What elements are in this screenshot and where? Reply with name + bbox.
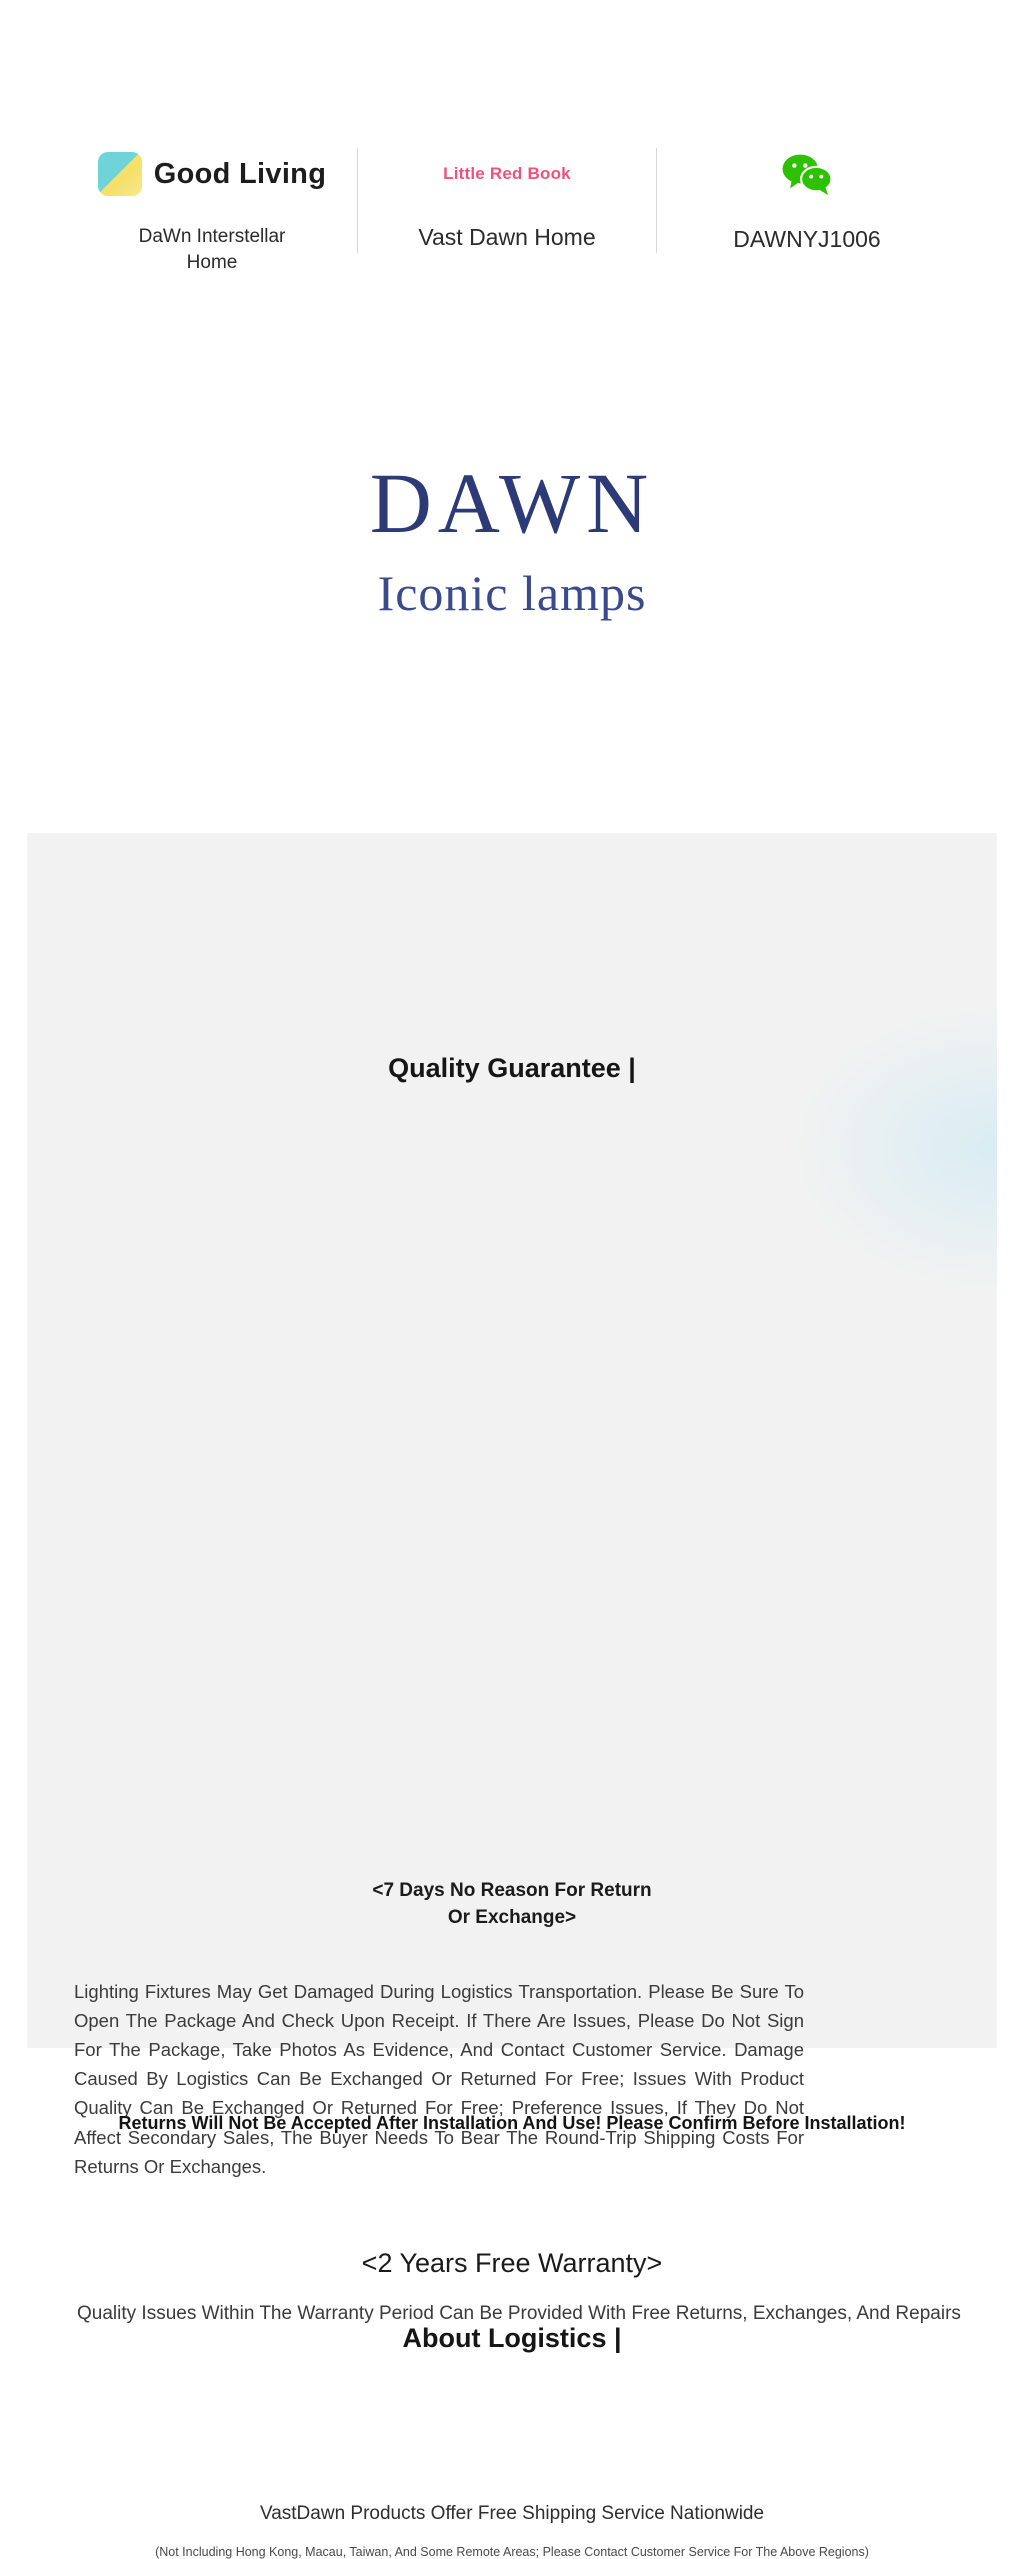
social-column-little-red-book[interactable] <box>357 148 657 253</box>
good-living-label: Good Living <box>153 157 327 190</box>
quality-guarantee-heading: Quality Guarantee | <box>388 1053 636 1083</box>
installation-note: Returns Will Not Be Accepted After Installation And Use! Please Confirm Before Installation! <box>118 2113 906 2133</box>
good-living-logo-icon <box>98 152 142 196</box>
return-policy-title-text: <7 Days No Reason For Return Or Exchange> <box>372 1880 652 1928</box>
social-column-good-living[interactable] <box>67 148 357 275</box>
decorative-glow <box>787 1003 997 1293</box>
logistics-heading: About Logistics | <box>402 2323 622 2353</box>
warranty-title: <2 Years Free Warranty> <box>361 2248 663 2278</box>
return-policy-title <box>27 1878 997 1931</box>
brand-wordmark <box>0 455 1024 621</box>
shipping-exclusion-note: (Not Including Hong Kong, Macau, Taiwan, And Some Remote Areas; Please Contact Customer Service For The Above Regions) <box>155 2545 869 2559</box>
wechat-logo-icon <box>780 152 834 196</box>
little-red-book-label: Little Red Book <box>443 164 571 183</box>
wechat-handle: DAWNYJ1006 <box>733 226 881 252</box>
brand-name: DAWN <box>369 455 655 551</box>
good-living-handle: DaWn Interstellar Home <box>138 226 286 273</box>
social-column-wechat[interactable] <box>657 148 957 255</box>
little-red-book-brand <box>443 148 571 200</box>
warranty-body-text: Quality Issues Within The Warranty Period Can Be Provided With Free Returns, Exchanges, And Repairs <box>77 2303 961 2324</box>
wechat-brand <box>780 148 834 200</box>
quality-body-text: Lighting Fixtures May Get Damaged During Logistics Transportation. Please Be Sure To Open The Package And Check Upon Receipt. If There Are Issues, Please Do Not Sign For The Package, Take Photos As Evidence, And Contact Customer Service. Damage Caused By Logistics Can Be Exchanged Or Returned For Free; Issues With Product Quality Can Be Exchanged Or Returned For Free; Preference Issues, If They Do Not Affect Secondary Sales, The Buyer Needs To Bear The Round-Trip Shipping Costs For Returns Or Exchanges. <box>74 1980 804 2177</box>
brand-tagline: Iconic lamps <box>377 565 647 621</box>
good-living-brand <box>98 148 326 200</box>
little-red-book-handle: Vast Dawn Home <box>418 224 596 250</box>
shipping-statement: VastDawn Products Offer Free Shipping Service Nationwide <box>259 2503 765 2524</box>
policy-panel <box>27 833 997 2559</box>
social-links-bar <box>0 148 1024 275</box>
